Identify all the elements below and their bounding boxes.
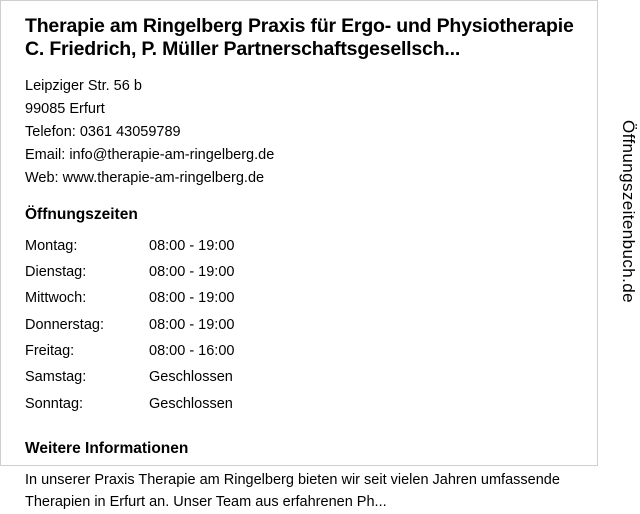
- address-web[interactable]: Web: www.therapie-am-ringelberg.de: [25, 169, 265, 186]
- address-email[interactable]: Email: info@therapie-am-ringelberg.de: [25, 146, 275, 163]
- more-information-heading: Weitere Informationen: [25, 440, 189, 458]
- day-time: 08:00 - 19:00: [149, 290, 235, 307]
- table-row: [25, 396, 234, 422]
- day-time: Geschlossen: [149, 369, 233, 386]
- table-row: [25, 290, 234, 316]
- opening-hours-heading: Öffnungszeiten: [25, 205, 138, 223]
- address-phone: Telefon: 0361 43059789: [25, 123, 181, 140]
- page-title: Therapie am Ringelberg Praxis für Ergo- und Physiotherapie C. Friedrich, P. Müller Partnerschaftsgesellsch...: [25, 15, 574, 60]
- table-row: [25, 317, 234, 343]
- opening-hours-table: [25, 238, 234, 423]
- day-label: Dienstag:: [25, 263, 87, 280]
- day-time: 08:00 - 19:00: [149, 316, 235, 333]
- address-street: Leipziger Str. 56 b: [25, 78, 142, 94]
- day-label: Mittwoch:: [25, 290, 87, 307]
- more-information-text: In unserer Praxis Therapie am Ringelberg bieten wir seit vielen Jahren umfassende Therapien in Erfurt an. Unser Team aus erfahrenen Ph...: [25, 472, 560, 511]
- day-label: Montag:: [25, 237, 78, 254]
- table-row: [25, 264, 234, 290]
- address-block: [25, 75, 581, 190]
- day-time: 08:00 - 19:00: [149, 263, 235, 280]
- day-label: Sonntag:: [25, 395, 84, 412]
- day-label: Donnerstag:: [25, 316, 104, 333]
- day-label: Samstag:: [25, 369, 87, 386]
- site-watermark-label: Öffnungszeitenbuch.de: [619, 120, 638, 303]
- address-city: 99085 Erfurt: [25, 100, 105, 117]
- day-label: Freitag:: [25, 343, 75, 360]
- table-row: [25, 343, 234, 369]
- day-time: 08:00 - 16:00: [149, 343, 235, 360]
- day-time: Geschlossen: [149, 395, 233, 412]
- day-time: 08:00 - 19:00: [149, 237, 235, 254]
- table-row: [25, 369, 234, 395]
- table-row: [25, 238, 234, 264]
